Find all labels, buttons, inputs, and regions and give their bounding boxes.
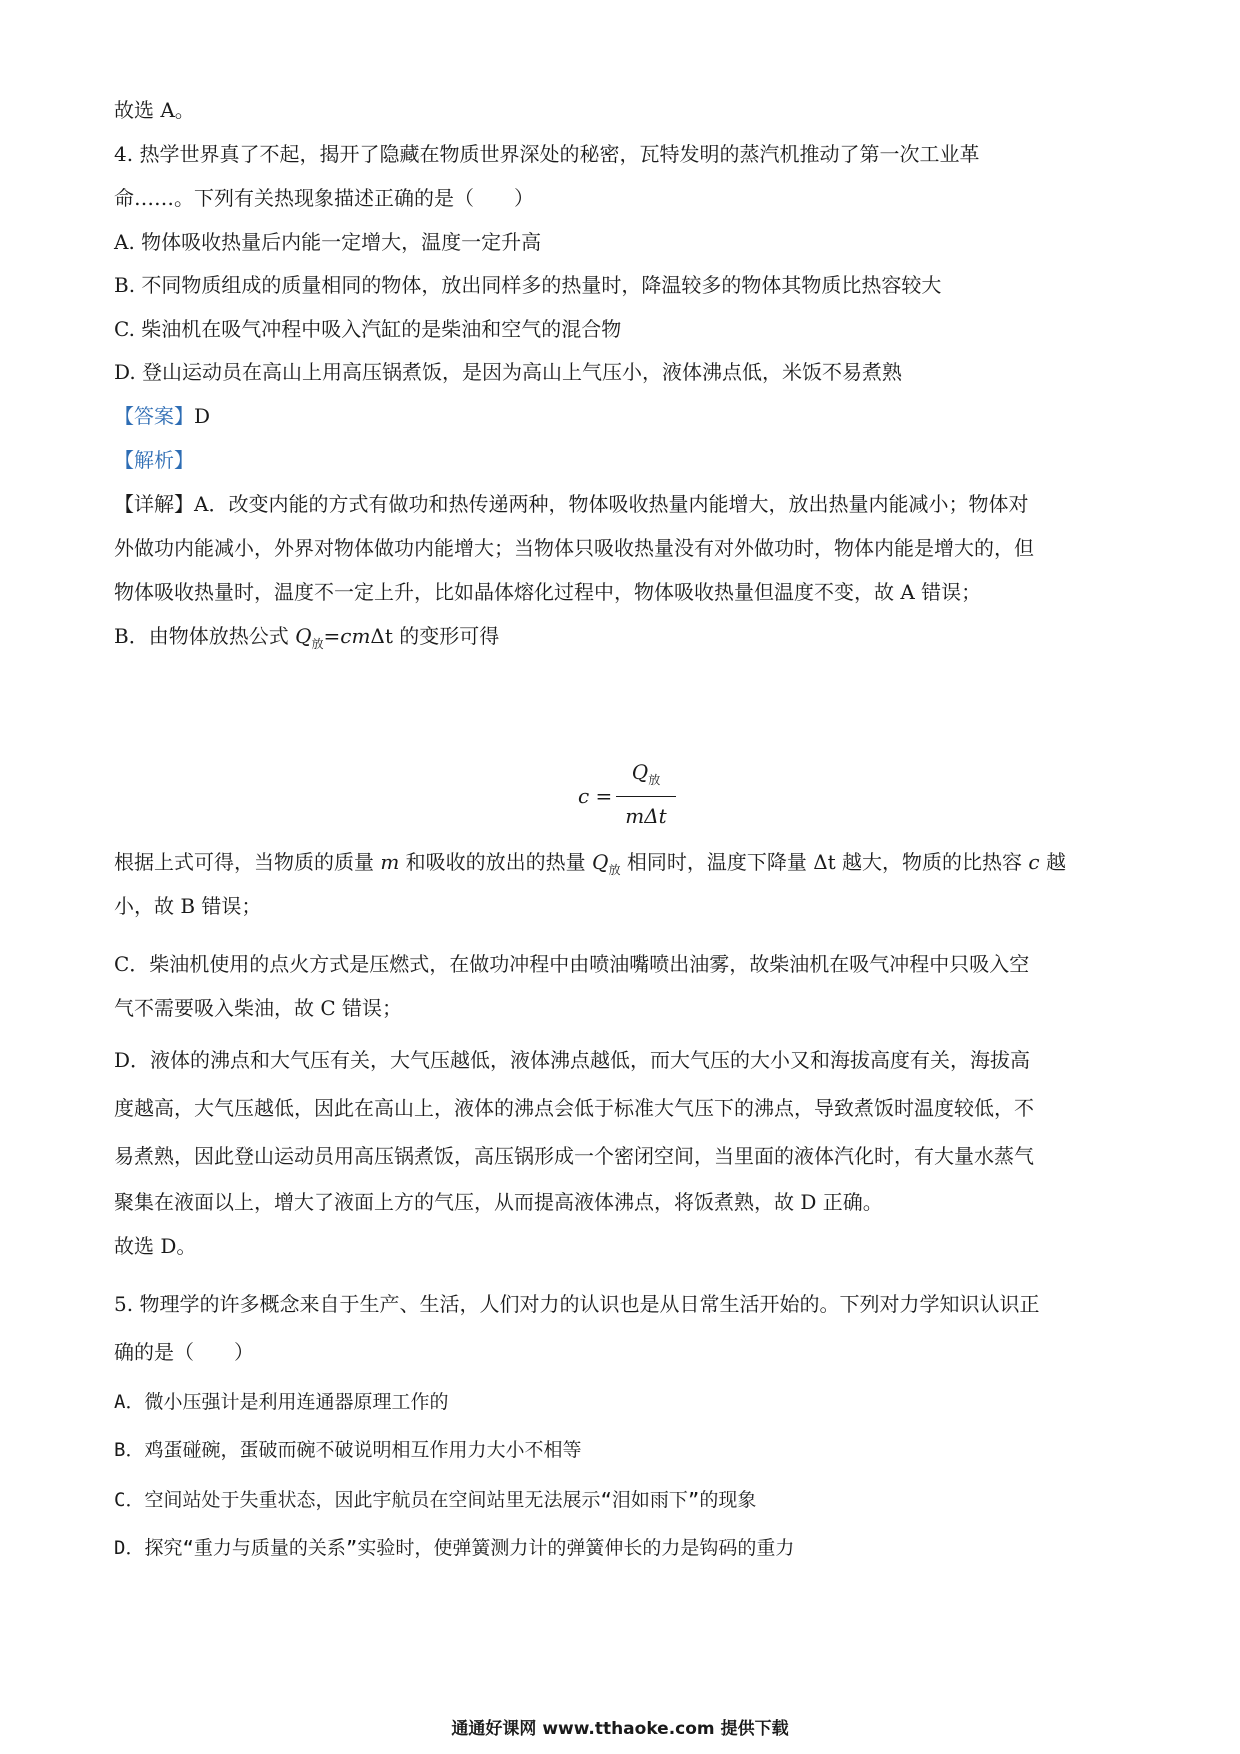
question-5-option-c: C．空间站处于失重状态，因此宇航员在空间站里无法展示“泪如雨下”的现象 bbox=[114, 1489, 757, 1511]
analysis-tag: 【解析】 bbox=[114, 448, 194, 472]
specific-heat-formula bbox=[578, 760, 688, 832]
question-4-option-c: C. 柴油机在吸气冲程中吸入汽缸的是柴油和空气的混合物 bbox=[114, 317, 622, 341]
question-4-option-d: D. 登山运动员在高山上用高压锅煮饭，是因为高山上气压小，液体沸点低，米饭不易煮熟 bbox=[114, 360, 903, 384]
text-line: 气不需要吸入柴油，故 C 错误； bbox=[114, 996, 403, 1020]
question-4-option-a: A. 物体吸收热量后内能一定增大，温度一定升高 bbox=[114, 230, 542, 254]
detail-text: A．改变内能的方式有做功和热传递两种，物体吸收热量内能增大，放出热量内能减小；物体对 bbox=[194, 492, 1029, 516]
page-footer bbox=[0, 1714, 1240, 1739]
question-4-stem: 4. 热学世界真了不起，揭开了隐藏在物质世界深处的秘密，瓦特发明的蒸汽机推动了第一次工业革 bbox=[114, 142, 980, 166]
text-fragment: 根据上式可得，当物质的质量 bbox=[114, 850, 381, 874]
question-4-option-b: B. 不同物质组成的质量相同的物体，放出同样多的热量时，降温较多的物体其物质比热容较大 bbox=[114, 273, 942, 297]
text-line: 物体吸收热量时，温度不一定上升，比如晶体熔化过程中，物体吸收热量但温度不变，故 A 错误； bbox=[114, 580, 982, 604]
text-line: 度越高，大气压越低，因此在高山上，液体的沸点会低于标准大气压下的沸点，导致煮饭时温度较低，不 bbox=[114, 1096, 1034, 1120]
text-fragment: 和吸收的放出的热量 bbox=[399, 850, 593, 874]
text-line: 易煮熟，因此登山运动员用高压锅煮饭，高压锅形成一个密闭空间，当里面的液体汽化时，有大量水蒸气 bbox=[114, 1144, 1034, 1168]
answer-line bbox=[114, 402, 210, 430]
math-subscript: 放 bbox=[311, 637, 324, 651]
formula-numerator bbox=[616, 760, 676, 788]
math-symbol: = bbox=[323, 624, 341, 648]
math-symbol: Δt bbox=[370, 624, 393, 648]
math-symbol: Q bbox=[631, 760, 649, 784]
math-symbol: Δt bbox=[813, 850, 836, 874]
text-line: 外做功内能减小，外界对物体做功内能增大；当物体只吸收热量没有对外做功时，物体内能是增大的，但 bbox=[114, 536, 1034, 560]
question-5-option-a: A．微小压强计是利用连通器原理工作的 bbox=[114, 1391, 449, 1413]
math-subscript: 放 bbox=[608, 863, 621, 877]
question-5-option-b: B．鸡蛋碰碗，蛋破而碗不破说明相互作用力大小不相等 bbox=[114, 1439, 582, 1461]
formula-intro-line bbox=[114, 622, 499, 650]
text-line: C．柴油机使用的点火方式是压燃式，在做功冲程中由喷油嘴喷出油雾，故柴油机在吸气冲程中只吸入空 bbox=[114, 952, 1030, 976]
text-line: 聚集在液面以上，增大了液面上方的气压，从而提高液体沸点，将饭煮熟，故 D 正确。 bbox=[114, 1190, 883, 1214]
math-symbol: c bbox=[1028, 850, 1040, 874]
math-symbol: Q bbox=[295, 624, 312, 648]
analysis-line bbox=[114, 446, 194, 474]
text-fragment: 的变形可得 bbox=[392, 624, 500, 648]
fraction-bar bbox=[616, 796, 676, 797]
text-fragment: 相同时，温度下降量 bbox=[620, 850, 814, 874]
math-symbol: m bbox=[380, 850, 400, 874]
formula-lhs: c = bbox=[578, 784, 613, 808]
math-subscript: 放 bbox=[648, 773, 661, 787]
question-5-stem-cont: 确的是（ ） bbox=[114, 1340, 254, 1364]
detail-tag: 【详解】 bbox=[114, 492, 194, 516]
answer-value: D bbox=[194, 404, 211, 428]
text-fragment: 越 bbox=[1039, 850, 1066, 874]
text-line: 故选 D。 bbox=[114, 1234, 197, 1258]
question-4-stem-cont: 命……。下列有关热现象描述正确的是（ ） bbox=[114, 186, 534, 210]
text-line: D．液体的沸点和大气压有关，大气压越低，液体沸点越低，而大气压的大小又和海拔高度有关，海拔高 bbox=[114, 1048, 1031, 1072]
math-symbol: Q bbox=[592, 850, 609, 874]
math-symbol: cm bbox=[340, 624, 371, 648]
text-line: 故选 A。 bbox=[114, 98, 195, 122]
footer-right: 提供下载 bbox=[720, 1719, 789, 1739]
question-5-option-d: D．探究“重力与质量的关系”实验时，使弹簧测力计的弹簧伸长的力是钩码的重力 bbox=[114, 1537, 795, 1559]
text-line bbox=[114, 848, 1066, 876]
text-line: 小，故 B 错误； bbox=[114, 894, 262, 918]
question-5-stem: 5. 物理学的许多概念来自于生产、生活，人们对力的认识也是从日常生活开始的。下列对力学知识认识正 bbox=[114, 1292, 1040, 1316]
footer-left: 通通好课网 bbox=[451, 1719, 537, 1739]
footer-site-link[interactable]: www.tthaoke.com bbox=[542, 1719, 715, 1739]
formula-denominator: mΔt bbox=[625, 804, 667, 828]
text-fragment: B．由物体放热公式 bbox=[114, 624, 296, 648]
text-fragment: 越大，物质的比热容 bbox=[835, 850, 1029, 874]
answer-tag: 【答案】 bbox=[114, 404, 194, 428]
detail-line bbox=[114, 490, 1028, 518]
